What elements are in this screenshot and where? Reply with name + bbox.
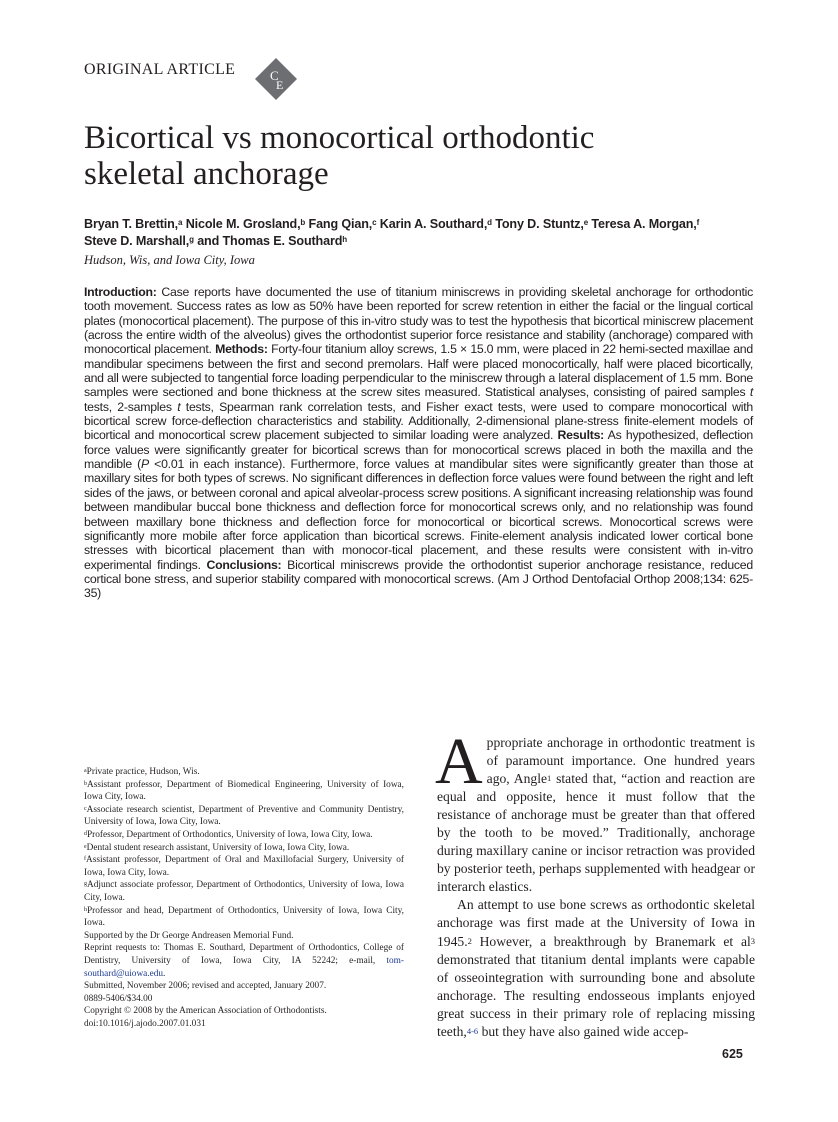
affiliation-mark: c [84,805,87,812]
submission-dates: Submitted, November 2006; revised and accepted, January 2007. [84,981,327,992]
affiliation-mark: b [84,780,87,787]
paragraph-text: but they have also gained wide accep- [478,1023,689,1039]
abstract-conclusions-text: Bicortical miniscrews provide the orthodontist superior anchorage resistance, reduced cortical bone stress, and superior stability compared with monocortical screws. (Am J Orthod Dentofacial Orthop 2008;134: 625-35) [84,557,753,601]
abstract-results-text: <0.01 in each instance). Furthermore, force values at mandibular sites were significantly greater than those at maxillary sites for both types of screws. No significant differences in deflection force values were found between the right and left sides of the jaws, or between coronal and apical alveolar-process screw positions. A significant increasing relationship was found between mandibular buccal bone thickness and deflection force for monocortical screws only, and no relationship was found between maxillary bone thickness and deflection force for monocortical or bicortical screws. Monocortical screws were significantly more mobile after force application than bicortical screws. Finite-element analysis indicated lower cortical bone stresses with bicortical placement than with monocor-tical placement, and these results were consistent with in-vitro experimental findings. [84,457,753,572]
paragraph-text: stated that, “action and reaction are equal and opposite, hence it must follow that the resistance of anchorage must be greater than that offered by the tooth to be moved.” Traditionally, anchorage during maxillary canine or incisor retraction was provided by posterior teeth, perhaps supplemented with headgear or interarch elastics. [437,771,756,895]
affiliation-mark: f [84,856,86,863]
affiliation-mark: g [84,881,87,888]
affiliation-note [84,879,404,904]
author: and Thomas E. Southard [197,234,343,248]
title-line-1: Bicortical vs monocortical orthodontic [84,120,595,156]
author: Tony D. Stuntz, [495,217,584,231]
section-label: ORIGINAL ARTICLE [84,61,236,78]
affiliation-mark: h [342,235,347,244]
paragraph-text: demonstrated that titanium dental implants were capable of osseointegration with surrounding bone and absolute anchorage. The resulting endosseous implants enjoyed great success in their primary role of replacing missing teeth, [437,951,755,1039]
badge-letter-c: C [270,68,279,83]
footnotes [84,766,404,1030]
paragraph-text: An attempt to use bone screws as orthodontic skeletal anchorage was first made at the University of Iowa in 1945. [437,897,755,949]
citation-ref[interactable]: 3 [750,935,755,946]
badge-letter-e: E [276,78,284,92]
abstract-conclusions-label: Conclusions: [206,557,282,572]
affiliation-mark: c [372,218,377,227]
affiliation-text: Private practice, Hudson, Wis. [86,767,200,777]
reprint-note [84,942,404,980]
paragraph [435,725,756,896]
abstract [84,285,753,601]
affiliation-mark: f [696,218,700,227]
affiliation-note [84,905,404,930]
affiliation-mark: d [84,830,87,837]
affiliation-mark: g [189,235,194,244]
affiliation-note [84,854,404,879]
affiliation-mark: d [487,218,492,227]
affiliation-note [84,779,404,804]
abstract-results-text: As hypothesized, deflection force values were significantly greater for bicortical screws than for monocortical screws placed in both the maxilla and the mandible ( [84,428,753,472]
author: Teresa A. Morgan, [591,217,697,231]
affiliation-text: Dental student research assistant, University of Iowa, Iowa City, Iowa. [86,842,350,853]
ce-diamond-icon [254,57,298,101]
citation-ref[interactable]: 2 [467,935,472,946]
italic-t: t [177,399,181,414]
reprint-text: Reprint requests to: Thomas E. Southard, Department of Orthodontics, College of Dentistry, University of Iowa, Iowa City, IA 52242; e-mail, [84,943,404,966]
author: Karin A. Southard, [379,217,488,231]
affiliation-text: Professor and head, Department of Orthodontics, University of Iowa, Iowa City, Iowa. [84,905,404,929]
affiliation-text: Adjunct associate professor, Department of Orthodontics, University of Iowa, Iowa City, Iowa. [84,880,404,903]
copyright-note: Copyright © 2008 by the American Association of Orthodontists. [84,1006,327,1017]
citation-ref[interactable]: 4-6 [466,1025,479,1036]
affiliation-mark: h [84,906,87,913]
abstract-intro-text: Case reports have documented the use of titanium miniscrews in providing skeletal anchorage for orthodontic tooth movement. Success rates as low as 50% have been reported for screw retention in either the facial or the lingual cortical plates (monocortical placement). The purpose of this in-vitro study was to test the hypothesis that bicortical miniscrew placement (across the entire width of the alveolus) gives the orthodontist superior force resistance and stability (anchorage) compared with monocortical placement. [84,285,753,357]
body-text-column [435,725,756,1041]
italic-p: P [140,457,149,472]
citation-ref[interactable]: 1 [547,773,552,784]
affiliation-note [84,804,404,829]
author: Fang Qian, [308,217,373,231]
paragraph-text: However, a breakthrough by Branemark et al [471,933,751,949]
author-location: Hudson, Wis, and Iowa City, Iowa [84,253,255,267]
article-title [84,120,724,192]
doi: doi:10.1016/j.ajodo.2007.01.031 [84,1018,206,1029]
italic-t: t [749,385,753,400]
abstract-methods-text: tests, Spearman rank correlation tests, and Fisher exact tests, were used to compare monocortical with bicortical screw force-deflection characteristics and stability. Additionally, 2-dimensional plane-stress finite-element models of bicortical and monocortical screw placement subjected to similar loading were analyzed. [84,399,753,443]
author: Nicole M. Grosland, [185,217,301,231]
author: Bryan T. Brettin, [84,217,179,231]
abstract-intro-label: Introduction: [84,285,157,299]
author-list [84,216,764,250]
page-number: 625 [722,1047,743,1061]
affiliation-text: Associate research scientist, Department of Preventive and Community Dentistry, University of Iowa, Iowa City, Iowa. [84,804,404,828]
paragraph [437,896,755,1040]
affiliation-text: Assistant professor, Department of Oral and Maxillofacial Surgery, University of Iowa, Iowa City, Iowa. [84,855,404,878]
affiliation-mark: e [84,843,87,850]
abstract-methods-text: Forty-four titanium alloy screws, 1.5 × 15.0 mm, were placed in 22 hemi-sected maxillae and mandibular specimens between the first and second premolars. Half were placed monocortically, half were placed bicortically, and all were subjected to tangential force loading perpendicular to the miniscrew through a lateral displacement of 1.5 mm. Bone samples were sectioned and bone thickness at the screw sites measured. Statistical analyses, consisting of paired samples [84,342,753,400]
paragraph-text: ppropriate anchorage in orthodontic treatment is of paramount importance. One hundred years ago, Angle [486,735,755,787]
price-code: 0889-5406/$34.00 [84,993,153,1004]
abstract-results-label: Results: [557,428,605,443]
affiliation-note [84,829,404,842]
drop-cap: A [435,725,483,798]
title-line-2: skeletal anchorage [84,156,329,192]
affiliation-mark: b [300,218,306,227]
affiliation-text: Assistant professor, Department of Biomedical Engineering, University of Iowa, Iowa City, Iowa. [84,779,404,803]
abstract-methods-label: Methods: [215,342,268,357]
affiliation-mark: a [84,768,87,774]
email-link[interactable]: tom-southard@uiowa.edu [84,955,404,979]
abstract-methods-text: tests, 2-samples [84,399,178,414]
author: Steve D. Marshall, [84,234,190,248]
reprint-end: . [163,968,166,979]
affiliation-text: Professor, Department of Orthodontics, University of Iowa, Iowa City, Iowa. [87,829,373,840]
funding-note: Supported by the Dr George Andreasen Memorial Fund. [84,930,294,941]
affiliation-note [84,842,404,855]
affiliation-mark: a [178,218,183,227]
affiliation-note [84,766,404,779]
affiliation-mark: e [583,218,589,227]
